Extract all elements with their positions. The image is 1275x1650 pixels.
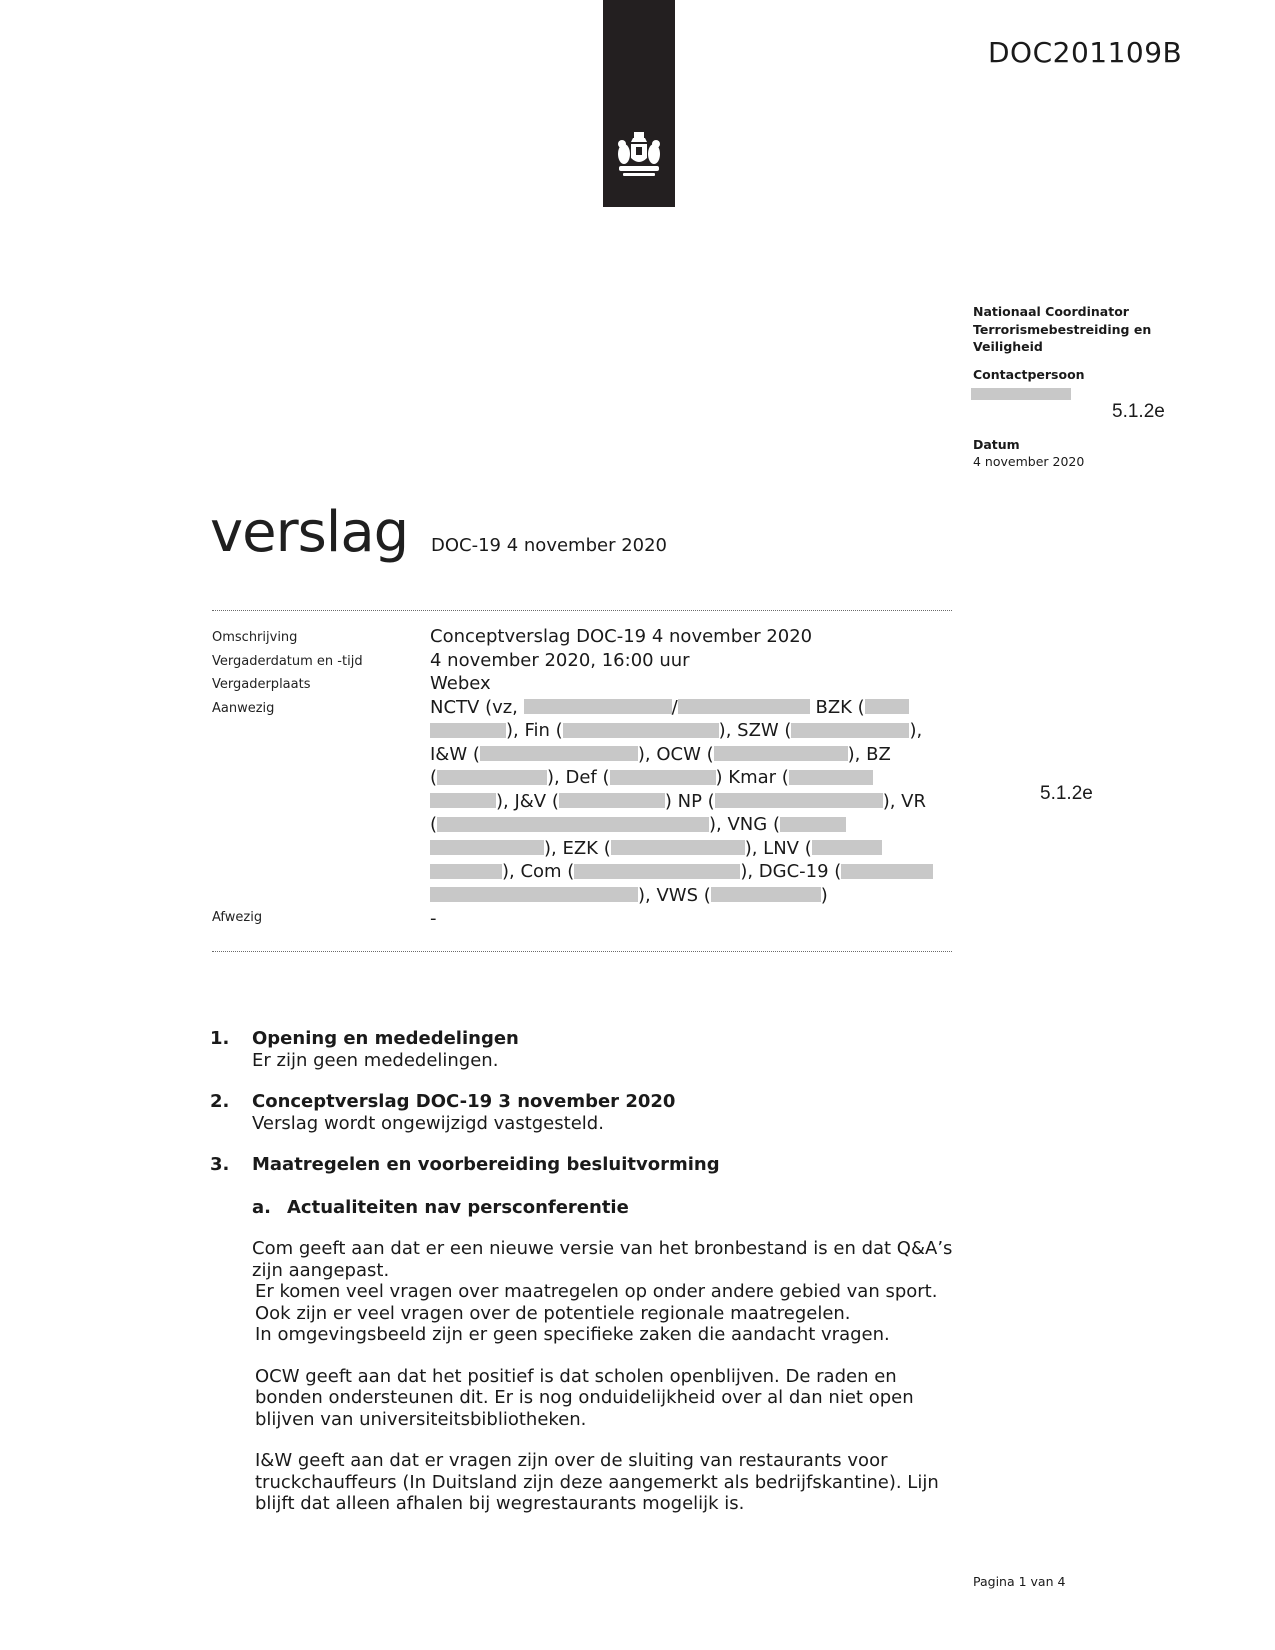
paragraph-line: truckchauffeurs (In Duitsland zijn deze aangemerkt als bedrijfskantine). Lijn <box>255 1471 939 1493</box>
redaction-block <box>610 770 716 785</box>
attendee-text: ), J&V ( <box>496 790 559 812</box>
attendee-text: ) <box>820 884 828 906</box>
agenda-item-text: Verslag wordt ongewijzigd vastgesteld. <box>252 1112 604 1134</box>
redaction-block <box>437 770 547 785</box>
label-vergaderplaats: Vergaderplaats <box>212 677 311 692</box>
paragraph-line: Ook zijn er veel vragen over de potentiele regionale maatregelen. <box>255 1302 851 1324</box>
government-logo-bar <box>603 0 675 207</box>
attendees-line <box>430 696 950 720</box>
attendee-text: I&W ( <box>430 743 480 765</box>
agenda-item-title: Conceptverslag DOC-19 3 november 2020 <box>252 1091 676 1112</box>
paragraph-line: Com geeft aan dat er een nieuwe versie van het bronbestand is en dat Q&A’s <box>252 1238 953 1259</box>
redaction-block <box>574 864 740 879</box>
agenda-item-number: 1. <box>210 1028 230 1049</box>
page-number: Pagina 1 van 4 <box>973 1574 1066 1589</box>
value-vergaderdatum: 4 november 2020, 16:00 uur <box>430 649 690 671</box>
paragraph-line: OCW geeft aan dat het positief is dat scholen openblijven. De raden en <box>255 1365 897 1387</box>
agenda-item-text: Er zijn geen mededelingen. <box>252 1049 499 1071</box>
attendee-text: ), EZK ( <box>544 837 611 859</box>
attendee-text: ), VWS ( <box>638 884 711 906</box>
redaction-block <box>678 699 810 714</box>
redaction-code: 5.1.2e <box>1040 783 1093 804</box>
paragraph-line: I&W geeft aan dat er vragen zijn over de sluiting van restaurants voor <box>255 1450 888 1471</box>
redaction-block <box>563 723 719 738</box>
document-type-title: verslag <box>210 500 409 565</box>
organisation-line: Nationaal Coordinator <box>973 304 1129 319</box>
attendee-text: ), Fin ( <box>506 720 563 741</box>
label-vergaderdatum: Vergaderdatum en -tijd <box>212 654 363 669</box>
redaction-block <box>791 723 909 738</box>
coat-of-arms-icon <box>615 130 663 182</box>
attendee-text: ) Kmar ( <box>715 767 789 788</box>
attendees-line <box>430 837 950 861</box>
attendee-text: BZK ( <box>815 696 865 718</box>
attendee-text: ), VR <box>882 790 926 812</box>
redaction-block <box>430 793 496 808</box>
contact-redaction <box>971 388 1071 400</box>
agenda-subitem <box>252 1197 970 1219</box>
attendee-text: ), BZ <box>847 743 891 765</box>
attendee-text: ), Def ( <box>547 767 610 788</box>
value-omschrijving: Conceptverslag DOC-19 4 november 2020 <box>430 626 813 647</box>
attendee-text: ) NP ( <box>664 790 715 812</box>
paragraph-line: blijft dat alleen afhalen bij wegrestaurants mogelijk is. <box>255 1493 745 1514</box>
attendees-line <box>430 743 950 767</box>
attendees-line <box>430 860 950 884</box>
attendee-text: / <box>671 696 678 718</box>
redaction-block <box>430 887 638 902</box>
agenda <box>210 1028 970 1535</box>
agenda-item-title: Maatregelen en voorbereiding besluitvorming <box>252 1154 720 1175</box>
redaction-block <box>480 746 638 761</box>
attendee-text: ( <box>430 814 438 835</box>
label-afwezig: Afwezig <box>212 910 263 925</box>
redaction-block <box>524 699 672 714</box>
paragraph-line: bonden ondersteunen dit. Er is nog onduidelijkheid over al dan niet open <box>255 1387 914 1408</box>
redaction-block <box>437 817 709 832</box>
document-id: DOC201109B <box>988 36 1183 69</box>
attendee-text: ), VNG ( <box>709 814 780 835</box>
redaction-block <box>430 864 502 879</box>
date-heading: Datum <box>973 437 1020 452</box>
redaction-block <box>812 840 882 855</box>
agenda-item-number: 3. <box>210 1154 230 1175</box>
redaction-block <box>430 723 506 738</box>
redaction-block <box>611 840 745 855</box>
value-vergaderplaats: Webex <box>430 673 491 694</box>
value-afwezig: - <box>430 908 437 929</box>
attendees-line <box>430 766 950 790</box>
paragraph-line: In omgevingsbeeld zijn er geen specifieke zaken die aandacht vragen. <box>255 1324 890 1345</box>
redaction-block <box>430 840 544 855</box>
contact-heading: Contactpersoon <box>973 366 1085 382</box>
label-aanwezig: Aanwezig <box>212 701 275 716</box>
attendee-text: ), Com ( <box>502 861 575 882</box>
paragraph <box>252 1366 970 1431</box>
date-value: 4 november 2020 <box>973 454 1085 469</box>
attendee-text: ), SZW ( <box>718 720 792 741</box>
agenda-item <box>210 1154 970 1515</box>
paragraph-line: zijn aangepast. <box>252 1259 390 1281</box>
document-subtitle: DOC-19 4 november 2020 <box>431 535 668 556</box>
agenda-item-number: 2. <box>210 1091 230 1112</box>
redaction-block <box>865 699 909 714</box>
redaction-block <box>559 793 665 808</box>
agenda-subitem-letter: a. <box>252 1196 271 1218</box>
sender-block <box>973 303 1203 383</box>
attendee-text: ( <box>430 767 438 788</box>
agenda-subitem-title: Actualiteiten nav persconferentie <box>287 1196 629 1218</box>
attendee-text: ), DGC-19 ( <box>740 861 842 882</box>
paragraph-line: Er komen veel vragen over maatregelen op onder andere gebied van sport. <box>255 1281 938 1302</box>
organisation-line: Veiligheid <box>973 339 1043 354</box>
attendee-text: ), OCW ( <box>637 743 714 765</box>
meta-values <box>430 625 950 931</box>
redaction-block <box>841 864 933 879</box>
paragraph-line: blijven van universiteitsbibliotheken. <box>255 1408 587 1430</box>
redaction-block <box>711 887 821 902</box>
attendee-text: NCTV (vz, <box>430 696 518 718</box>
redaction-block <box>789 770 873 785</box>
attendees-line <box>430 813 950 837</box>
attendees-line <box>430 719 950 743</box>
agenda-item <box>210 1091 970 1134</box>
agenda-item-title: Opening en mededelingen <box>252 1028 519 1049</box>
organisation-line: Terrorismebestreiding en <box>973 321 1152 337</box>
divider-bottom <box>212 951 952 952</box>
agenda-item <box>210 1028 970 1071</box>
attendee-text: ), LNV ( <box>744 837 812 859</box>
label-omschrijving: Omschrijving <box>212 630 298 645</box>
redaction-code: 5.1.2e <box>1112 401 1165 422</box>
divider-top <box>212 610 952 611</box>
paragraph <box>252 1238 970 1346</box>
redaction-block <box>715 793 883 808</box>
attendees-line <box>430 884 950 908</box>
paragraph <box>252 1450 970 1515</box>
attendee-text: ), <box>909 720 923 741</box>
attendees-line <box>430 790 950 814</box>
redaction-block <box>780 817 846 832</box>
redaction-block <box>714 746 848 761</box>
